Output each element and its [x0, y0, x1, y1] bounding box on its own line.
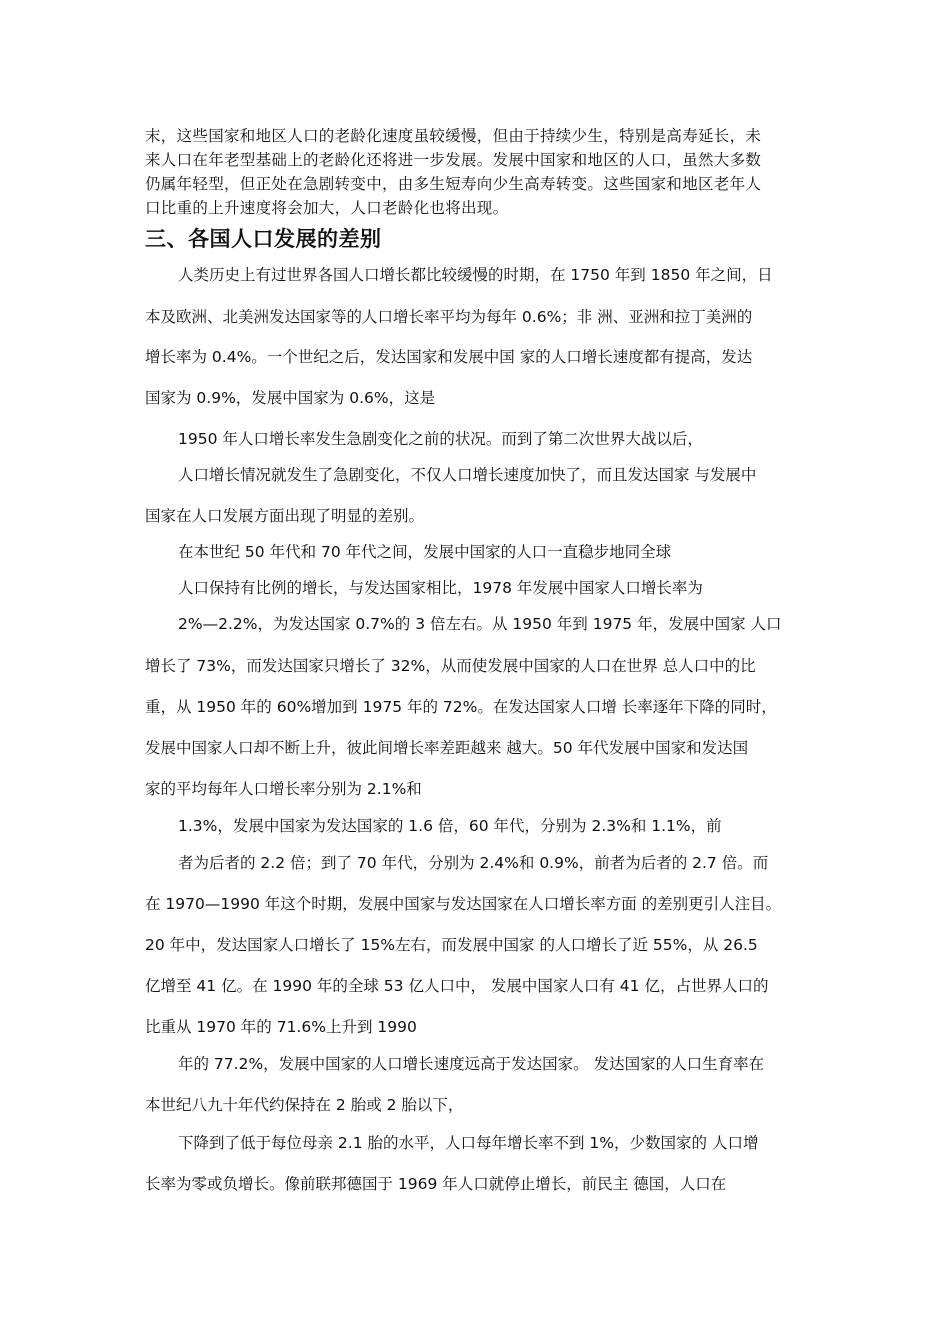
- text-line: 者为后者的 2.2 倍；到了 70 年代，分别为 2.4%和 0.9%，前者为后者的 2.7 倍。而: [178, 854, 769, 872]
- text-line: 国家为 0.9%，发展中国家为 0.6%，这是: [145, 389, 436, 407]
- text-line: 本世纪八九十年代约保持在 2 胎或 2 胎以下，: [145, 1096, 464, 1114]
- text-line: 长率为零或负增长。像前联邦德国于 1969 年人口就停止增长，前民主 德国，人口在: [145, 1175, 727, 1193]
- text-line: 2%—2.2%，为发达国家 0.7%的 3 倍左右。从 1950 年到 1975 年，发展中国家 人口: [178, 615, 782, 633]
- text-line: 来人口在年老型基础上的老龄化还将进一步发展。发展中国家和地区的人口，虽然大多数: [145, 151, 762, 169]
- text-line: 增长了 73%，而发达国家只增长了 32%，从而使发展中国家的人口在世界 总人口中的比: [145, 657, 756, 675]
- text-line: 亿增至 41 亿。在 1990 年的全球 53 亿人口中， 发展中国家人口有 41 亿，占世界人口的: [145, 977, 769, 995]
- text-line: 仍属年轻型，但正处在急剧转变中，由多生短寿向少生高寿转变。这些国家和地区老年人: [145, 175, 762, 193]
- text-line: 本及欧洲、北美洲发达国家等的人口增长率平均为每年 0.6%；非 洲、亚洲和拉丁美洲的: [145, 308, 753, 326]
- text-line: 下降到了低于每位母亲 2.1 胎的水平，人口每年增长率不到 1%，少数国家的 人口增: [178, 1134, 759, 1152]
- text-line: 人口增长情况就发生了急剧变化，不仅人口增长速度加快了，而且发达国家 与发展中: [178, 466, 757, 484]
- text-line: 年的 77.2%，发展中国家的人口增长速度远高于发达国家。 发达国家的人口生育率在: [178, 1055, 765, 1073]
- text-line: 1.3%，发展中国家为发达国家的 1.6 倍，60 年代，分别为 2.3%和 1.1%，前: [178, 817, 722, 835]
- text-line: 国家在人口发展方面出现了明显的差别。: [145, 507, 425, 525]
- text-line: 在 1970—1990 年这个时期，发展中国家与发达国家在人口增长率方面 的差别更引人注目。: [145, 895, 782, 913]
- text-line: 比重从 1970 年的 71.6%上升到 1990: [145, 1018, 417, 1036]
- text-line: 发展中国家人口却不断上升，彼此间增长率差距越来 越大。50 年代发展中国家和发达国: [145, 739, 749, 757]
- text-line: 增长率为 0.4%。一个世纪之后，发达国家和发展中国 家的人口增长速度都有提高，发达: [145, 348, 753, 366]
- text-line: 口比重的上升速度将会加大，人口老龄化也将出现。: [145, 199, 509, 217]
- intro-paragraph: [145, 124, 810, 220]
- text-line: 20 年中，发达国家人口增长了 15%左右，而发展中国家 的人口增长了近 55%，从 26.5: [145, 936, 758, 954]
- text-line: 家的平均每年人口增长率分别为 2.1%和: [145, 780, 422, 798]
- section-heading: 三、各国人口发展的差别: [145, 227, 382, 251]
- text-line: 重，从 1950 年的 60%增加到 1975 年的 72%。在发达国家人口增 长率逐年下降的同时，: [145, 698, 777, 716]
- text-line: 人口保持有比例的增长，与发达国家相比，1978 年发展中国家人口增长率为: [178, 579, 703, 597]
- text-line: 人类历史上有过世界各国人口增长都比较缓慢的时期，在 1750 年到 1850 年之间，日: [178, 266, 773, 284]
- text-line: 在本世纪 50 年代和 70 年代之间，发展中国家的人口一直稳步地同全球: [178, 543, 672, 561]
- text-line: 1950 年人口增长率发生急剧变化之前的状况。而到了第二次世界大战以后，: [178, 430, 703, 448]
- text-line: 末，这些国家和地区人口的老龄化速度虽较缓慢，但由于持续少生，特别是高寿延长，未: [145, 127, 762, 145]
